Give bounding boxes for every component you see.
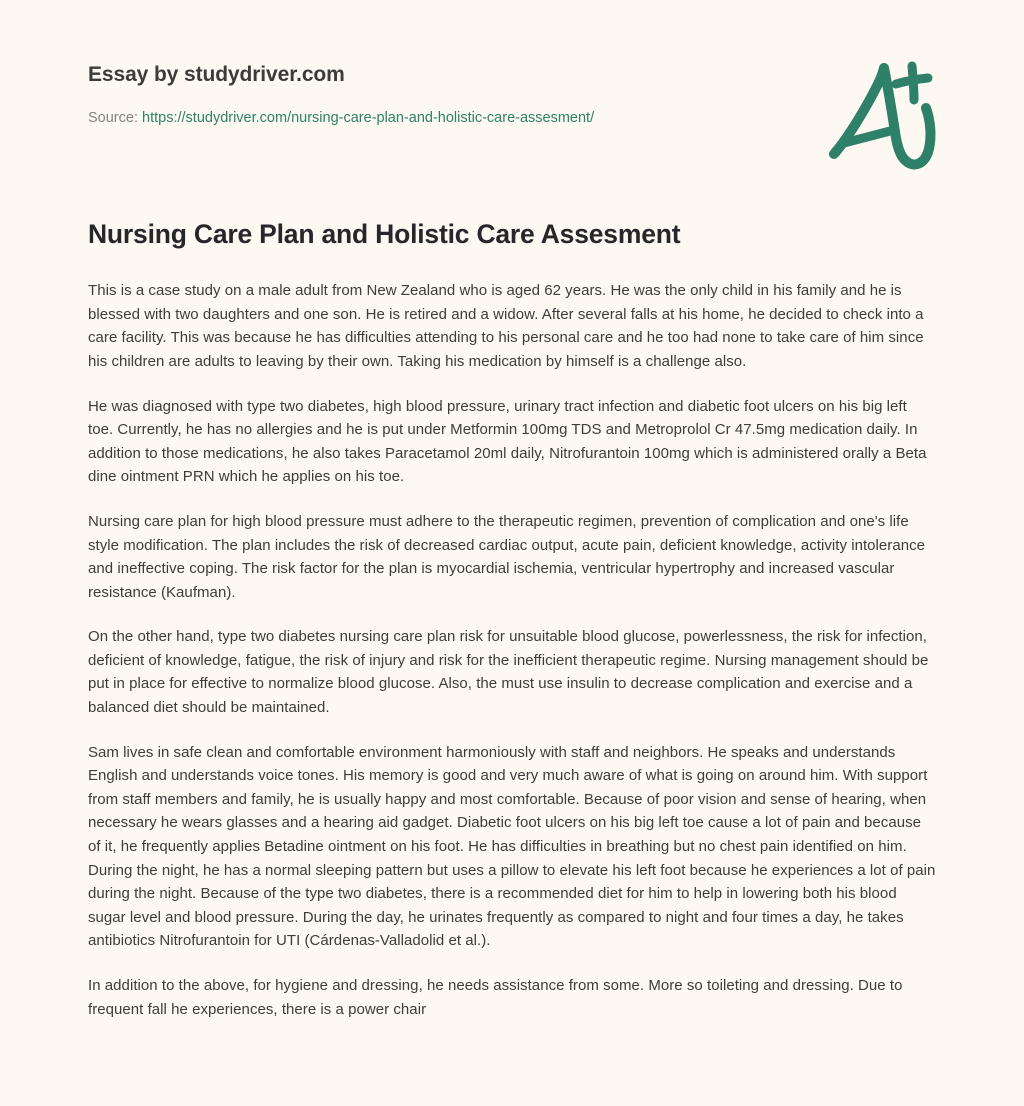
brand-byline: Essay by studydriver.com (88, 63, 345, 86)
body-paragraph: Sam lives in safe clean and comfortable environment harmoniously with staff and neighbors. He speaks and understands English and understands voice tones. His memory is good and very much aware of what is going on around him. With support from staff members and family, he is usually happy and most comfortable. Because of poor vision and sense of hearing, when necessary he wears glasses and a hearing aid gadget. Diabetic foot ulcers on his big left toe cause a lot of pain and because of it, he frequently applies Betadine ointment on his foot. He has difficulties in breathing but no chest pain identified on him. During the night, he has a normal sleeping pattern but uses a pillow to elevate his left foot because he experiences a lot of pain during the night. Because of the type two diabetes, there is a recommended diet for him to help in lowering both his blood sugar level and blood pressure. During the day, he urinates frequently as compared to night and four times a day, he takes antibiotics Nitrofurantoin for UTI (Cárdenas-Valladolid et al.). (88, 743, 936, 950)
body-paragraph: He was diagnosed with type two diabetes, high blood pressure, urinary tract infection and diabetic foot ulcers on his big left toe. Currently, he has no allergies and he is put under Metformin 100mg TDS and Metroprolol Cr 47.5mg medication daily. In addition to those medications, he also takes Paracetamol 20ml daily, Nitrofurantoin 100mg which is administered orally a Beta dine ointment PRN which he applies on his toe. (88, 397, 927, 486)
body-paragraph: On the other hand, type two diabetes nursing care plan risk for unsuitable blood glucose, powerlessness, the risk for infection, deficient of knowledge, fatigue, the risk of injury and risk for the inefficient therapeutic regime. Nursing management should be put in place for effective to normalize blood glucose. Also, the must use insulin to decrease complication and exercise and a balanced diet should be maintained. (88, 628, 929, 717)
body-paragraph: In addition to the above, for hygiene and dressing, he needs assistance from some. More so toileting and dressing. Due to frequent fall he experiences, there is a power chair (88, 977, 903, 1018)
page-title: Nursing Care Plan and Holistic Care Assesment (88, 219, 681, 250)
document-header (88, 0, 936, 128)
document-body (88, 251, 936, 1021)
source-label: Source: (88, 110, 138, 127)
source-url-link[interactable]: https://studydriver.com/nursing-care-plan-and-holistic-care-assesment/ (142, 110, 595, 127)
source-line (88, 109, 936, 128)
body-paragraph: This is a case study on a male adult from New Zealand who is aged 62 years. He was the only child in his family and he is blessed with two daughters and one son. He is retired and a widow. After several falls at his home, he decided to check into a care facility. This was because he has difficulties attending to his personal care and he too had none to take care of him since his children are adults to leaving by their own. Taking his medication by himself is a challenge also. (88, 282, 924, 370)
body-paragraph: Nursing care plan for high blood pressure must adhere to the therapeutic regimen, prevention of complication and one's life style modification. The plan includes the risk of decreased cardiac output, acute pain, deficient knowledge, activity intolerance and ineffective coping. The risk factor for the plan is myocardial ischemia, ventricular hypertrophy and increased vascular resistance (Kaufman). (88, 512, 926, 601)
a-plus-logo-icon (818, 50, 958, 182)
